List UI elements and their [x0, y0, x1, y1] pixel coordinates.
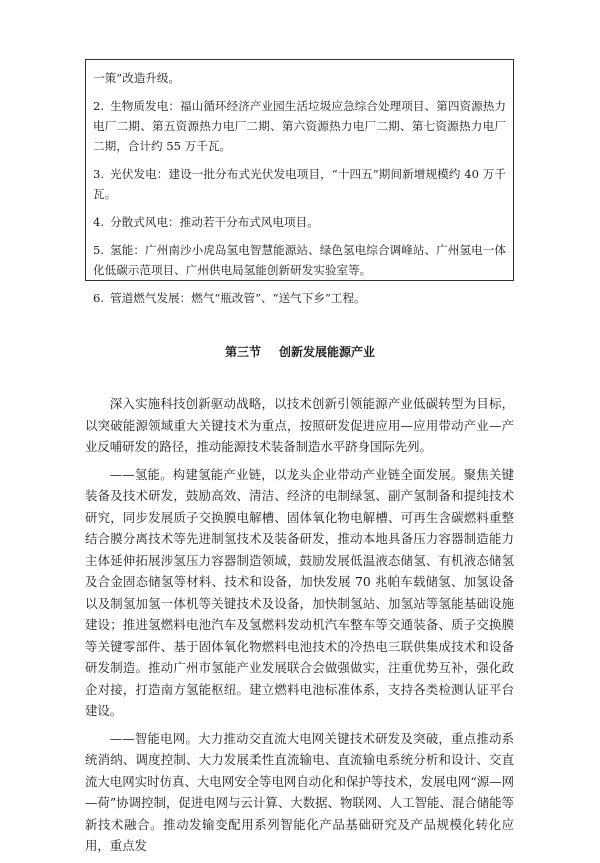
list-item-number: 4.	[93, 215, 105, 229]
paragraph-intro: 深入实施科技创新驱动战略，以技术创新引领能源产业低碳转型为目标，以突破能源领域重大关键技术为重点，按照研发促进应用—应用带动产业—产业反哺研发的路径，推动能源技术装备制造水平跻身国际先列。	[85, 396, 514, 454]
list-item-number: 2.	[93, 99, 105, 113]
list-item	[93, 240, 506, 280]
list-item-text: 生物质发电：福山循环经济产业园生活垃圾应急综合处理项目、第四资源热力电厂二期、第五资源热力电厂二期、第六资源热力电厂二期、第七资源热力电厂二期，合计约 55 万千瓦。	[93, 99, 506, 153]
list-item-text: 分散式风电：推动若干分布式风电项目。	[110, 215, 319, 229]
box-intro: 一策”改造升级。	[93, 71, 181, 85]
section-heading	[0, 343, 600, 360]
list-item-text: 光伏发电：建设一批分布式光伏发电项目，“十四五”期间新增规模约 40 万千瓦。	[93, 167, 506, 201]
list-item	[93, 288, 506, 308]
list-item-number: 6.	[93, 291, 105, 305]
list-item	[93, 96, 506, 156]
section-label: 第三节	[224, 345, 261, 359]
list-item-text: 管道燃气发展：燃气“瓶改管”、“送气下乡”工程。	[110, 291, 366, 305]
list-item-number: 5.	[93, 243, 105, 257]
body-text	[85, 393, 514, 863]
list-item-number: 3.	[93, 167, 105, 181]
list-item	[93, 212, 506, 232]
list-item	[93, 164, 506, 204]
paragraph-smart-grid: ——智能电网。大力推动交直流大电网关键技术研发及突破，重点推动系统消纳、调度控制、大力发展柔性直流输电、直流输电系统分析和设计、交直流大电网实时仿真、大电网安全等电网自动化和保护等技术，发展电网“源—网—荷”协调控制，促进电网与云计算、大数据、物联网、人工智能、混合储能等新技术融合。推动发输变配用系列智能化产品基础研究及产品规模化转化应用，重点发	[85, 730, 514, 853]
list-item-text: 氢能：广州南沙小虎岛氢电智慧能源站、绿色氢电综合调峰站、广州氢电一体化低碳示范项目、广州供电局氢能创新研发实验室等。	[93, 243, 506, 277]
project-list-box	[85, 59, 514, 305]
section-title: 创新发展能源产业	[279, 345, 376, 359]
paragraph-hydrogen: ——氢能。构建氢能产业链，以龙头企业带动产业链全面发展。聚焦关键装备及技术研发，鼓励高效、清洁、经济的电制绿氢、副产氢制备和提纯技术研究，同步发展质子交换膜电解槽、固体氧化物电解槽、可再生含碳燃料重整结合膜分离技术等先进制氢技术及装备研发，推动本地具备压力容器制造能力主体延伸拓展涉氢压力容器制造领域，鼓励发展低温液态储氢、有机液态储氢及合金固态储氢等材料、技术和设备，加快发展 70 兆帕车载储氢、加氢设备以及制氢加氢一体机等关键技术及设备，加快制氢站、加氢站等氢能基础设施建设；推进氢燃料电池汽车及氢燃料发动机汽车整车等交通装备、质子交换膜等关键零部件、基于固体氧化物燃料电池技术的冷热电三联供集成技术和设备研发制造。推动广州市氢能产业发展联合会做强做实，注重优势互补，强化政企对接，打造南方氢能枢纽。建立燃料电池标准体系，支持各类检测认证平台建设。	[85, 466, 514, 718]
